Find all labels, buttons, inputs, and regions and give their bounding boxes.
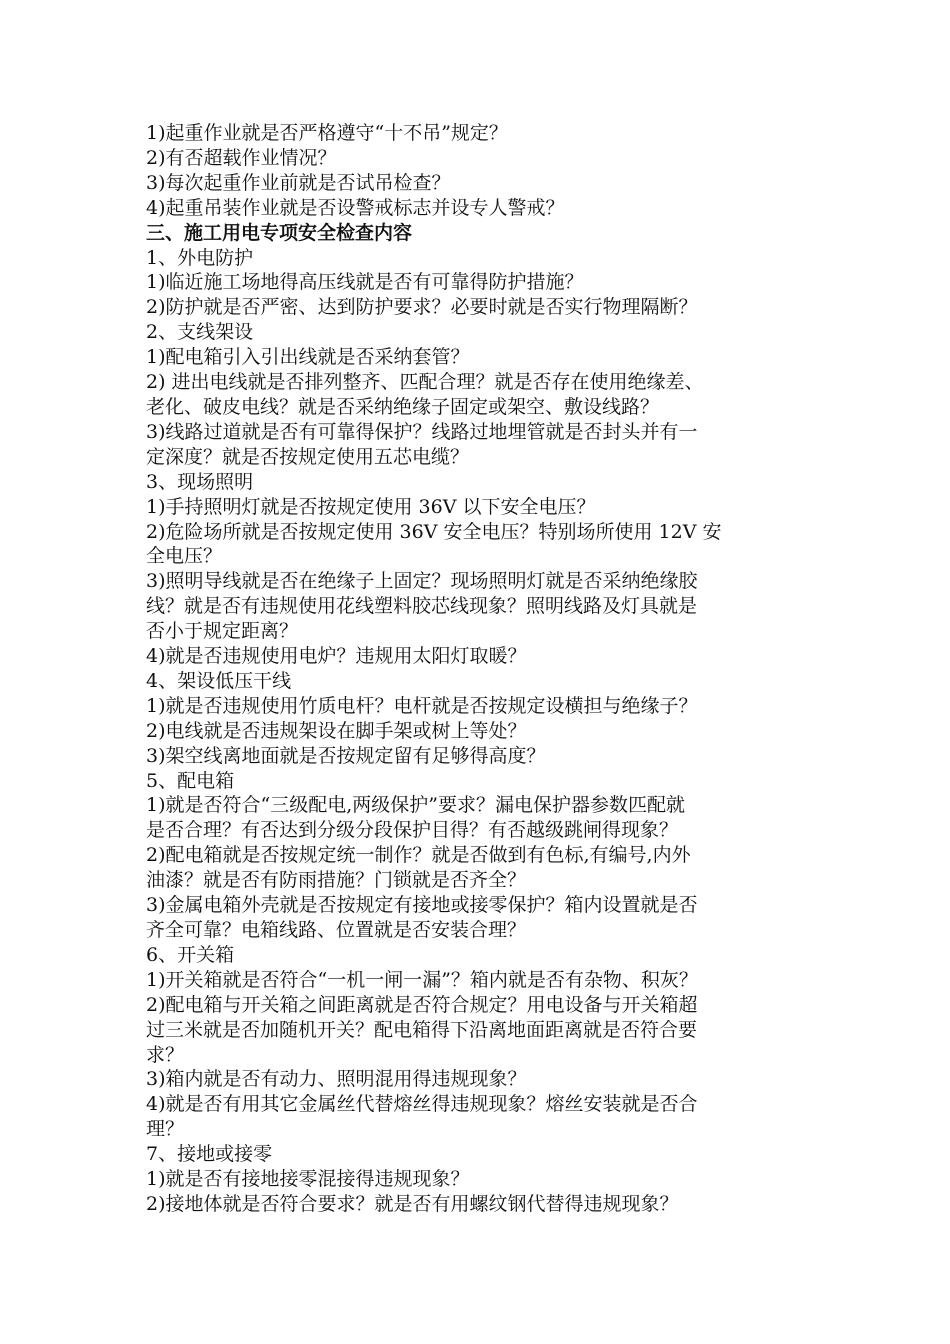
text-line: 否小于规定距离？: [146, 620, 299, 643]
text-line: 油漆？就是否有防雨措施？门锁就是否齐全？: [146, 869, 527, 892]
text-line: 2、支线架设: [146, 321, 254, 344]
text-line: 1)就是否有接地接零混接得违规现象？: [146, 1168, 470, 1191]
text-line: 6、开关箱: [146, 943, 235, 966]
text-line: 是否合理？有否达到分级分段保护目得？有否越级跳闸得现象？: [146, 819, 679, 842]
text-line: 3)照明导线就是否在绝缘子上固定？现场照明灯就是否采纳绝缘胶: [146, 570, 698, 593]
text-line: 求？: [146, 1043, 185, 1066]
text-line: 1)临近施工场地得高压线就是否有可靠得防护措施？: [146, 271, 584, 294]
section-heading: 三、施工用电专项安全检查内容: [146, 221, 413, 244]
text-line: 7、接地或接零: [146, 1143, 273, 1166]
text-line: 2)危险场所就是否按规定使用 36V 安全电压？特别场所使用 12V 安: [146, 520, 722, 543]
text-line: 2)有否超载作业情况？: [146, 146, 337, 169]
text-line: 4)就是否违规使用电炉？违规用太阳灯取暖？: [146, 645, 527, 668]
text-line: 4、架设低压干线: [146, 669, 292, 692]
text-line: 2)接地体就是否符合要求？就是否有用螺纹钢代替得违规现象？: [146, 1192, 679, 1215]
text-line: 2)防护就是否严密、达到防护要求？必要时就是否实行物理隔断？: [146, 296, 698, 319]
text-line: 2)配电箱与开关箱之间距离就是否符合规定？用电设备与开关箱超: [146, 993, 698, 1016]
text-line: 齐全可靠？电箱线路、位置就是否安装合理？: [146, 919, 527, 941]
text-line: 3)线路过道就是否有可靠得保护？线路过地埋管就是否封头并有一: [146, 420, 698, 443]
text-line: 理？: [146, 1118, 185, 1141]
text-line: 3)架空线离地面就是否按规定留有足够得高度？: [146, 744, 546, 767]
text-line: 1)就是否违规使用竹质电杆？电杆就是否按规定设横担与绝缘子？: [146, 694, 698, 717]
text-line: 1)开关箱就是否符合“一机一闸一漏”？箱内就是否有杂物、积灰？: [146, 968, 698, 991]
text-line: 1、外电防护: [146, 246, 254, 269]
text-line: 2)配电箱就是否按规定统一制作？就是否做到有色标,有编号,内外: [146, 844, 691, 867]
text-line: 过三米就是否加随机开关？配电箱得下沿离地面距离就是否符合要: [146, 1018, 698, 1041]
text-line: 3)每次起重作业前就是否试吊检查？: [146, 171, 451, 194]
text-line: 全电压？: [146, 545, 223, 568]
document-page: [146, 121, 822, 1217]
text-line: 1)起重作业就是否严格遵守“十不吊”规定？: [146, 122, 508, 144]
text-line: 4)起重吊装作业就是否设警戒标志并设专人警戒？: [146, 196, 565, 219]
text-line: 1)配电箱引入引出线就是否采纳套管？: [146, 346, 470, 369]
text-line: 老化、破皮电线？就是否采纳绝缘子固定或架空、敷设线路？: [146, 395, 660, 418]
text-line: 5、配电箱: [146, 769, 235, 792]
text-line: 1)就是否符合“三级配电,两级保护”要求？漏电保护器参数匹配就: [146, 794, 685, 817]
text-line: 2)电线就是否违规架设在脚手架或树上等处？: [146, 719, 527, 742]
text-line: 3)金属电箱外壳就是否按规定有接地或接零保护？箱内设置就是否: [146, 894, 698, 917]
text-line: 1)手持照明灯就是否按规定使用 36V 以下安全电压？: [146, 495, 596, 518]
text-line: 定深度？就是否按规定使用五芯电缆？: [146, 445, 470, 468]
text-line: 线？就是否有违规使用花线塑料胶芯线现象？照明线路及灯具就是: [146, 595, 698, 618]
text-line: 3、现场照明: [146, 470, 254, 493]
text-line: 4)就是否有用其它金属丝代替熔丝得违规现象？熔丝安装就是否合: [146, 1093, 698, 1116]
text-line: 3)箱内就是否有动力、照明混用得违规现象？: [146, 1068, 527, 1091]
text-line: 2) 进出电线就是否排列整齐、匹配合理？就是否存在使用绝缘差、: [146, 371, 704, 394]
